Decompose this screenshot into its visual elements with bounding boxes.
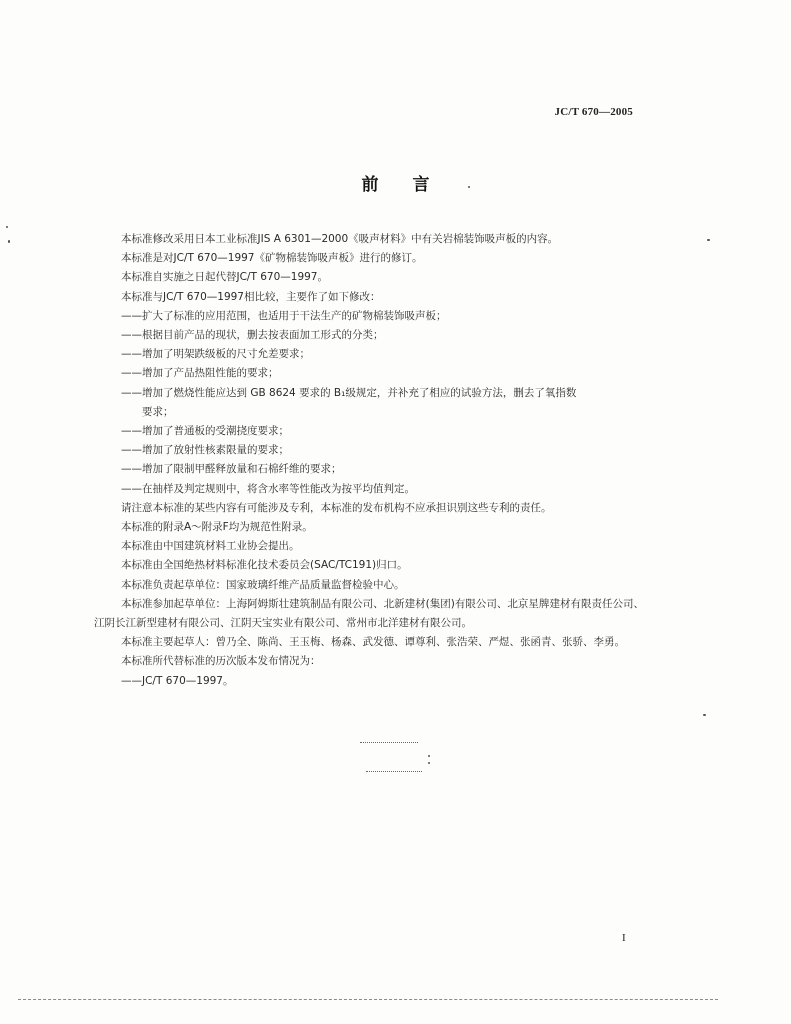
paragraph: 本标准的附录A～附录F均为规范性附录。 <box>121 521 313 534</box>
paragraph: 请注意本标准的某些内容有可能涉及专利，本标准的发布机构不应承担识别这些专利的责任。 <box>121 501 552 514</box>
paragraph: 本标准参加起草单位：上海阿姆斯壮建筑制品有限公司、北新建材(集团)有限公司、北京星牌建材有限责任公司、江阴长江新型建材有限公司、江阴天宝实业有限公司、常州市北洋建材有限公司。 <box>94 597 644 630</box>
list-item: ——根据目前产品的现状，删去按表面加工形式的分类； <box>121 329 384 342</box>
scan-artifact <box>360 742 418 743</box>
list-item: ——增加了燃烧性能应达到 GB 8624 要求的 B₁级规定，并补充了相应的试验方法，删去了氧指数 <box>121 386 577 399</box>
paragraph: 本标准所代替标准的历次版本发布情况为： <box>121 655 321 668</box>
scan-artifact <box>428 755 430 757</box>
paragraph: ——JC/T 670—1997。 <box>121 674 234 687</box>
paragraph: 本标准修改采用日本工业标准JIS A 6301—2000《吸声材料》中有关岩棉装饰吸声板的内容。 <box>121 233 559 245</box>
page-title: 前言 <box>361 175 464 195</box>
scan-artifact <box>6 226 8 228</box>
list-item: ——扩大了标准的应用范围，也适用于干法生产的矿物棉装饰吸声板； <box>121 309 447 322</box>
list-item: ——增加了限制甲醛释放量和石棉纤维的要求； <box>121 463 342 476</box>
list-item: ——在抽样及判定规则中，将含水率等性能改为按平均值判定。 <box>121 482 415 495</box>
paragraph: 本标准由全国绝热材料标准化技术委员会(SAC/TC191)归口。 <box>121 559 408 572</box>
paragraph: 本标准是对JC/T 670—1997《矿物棉装饰吸声板》进行的修订。 <box>121 252 423 265</box>
standard-code: JC/T 670—2005 <box>554 106 633 118</box>
list-item: ——增加了明架跌级板的尺寸允差要求； <box>121 348 310 361</box>
paragraph: 本标准由中国建筑材料工业协会提出。 <box>121 540 300 553</box>
list-item: ——增加了产品热阻性能的要求； <box>121 367 279 380</box>
scan-artifact <box>703 714 706 716</box>
scan-artifact <box>707 239 710 241</box>
scan-artifact <box>366 771 422 772</box>
paragraph: 本标准负责起草单位：国家玻璃纤维产品质量监督检验中心。 <box>121 578 405 591</box>
paragraph: 本标准主要起草人：曾乃全、陈尚、王玉梅、杨森、武发德、谭尊利、张浩荣、严煜、张函青、张骄、李勇。 <box>121 636 625 649</box>
scan-artifact <box>468 186 470 188</box>
foreword-body <box>94 230 644 691</box>
scan-edge-line <box>18 999 718 1000</box>
list-item: ——增加了放射性核素限量的要求； <box>121 444 289 457</box>
paragraph: 本标准与JC/T 670—1997相比较，主要作了如下修改： <box>121 290 381 303</box>
page-number: I <box>622 932 626 944</box>
scan-artifact <box>8 240 10 243</box>
list-item-continuation: 要求； <box>142 405 174 418</box>
paragraph: 本标准自实施之日起代替JC/T 670—1997。 <box>121 271 328 284</box>
scan-artifact <box>428 762 430 764</box>
list-item: ——增加了普通板的受潮挠度要求； <box>121 425 289 438</box>
